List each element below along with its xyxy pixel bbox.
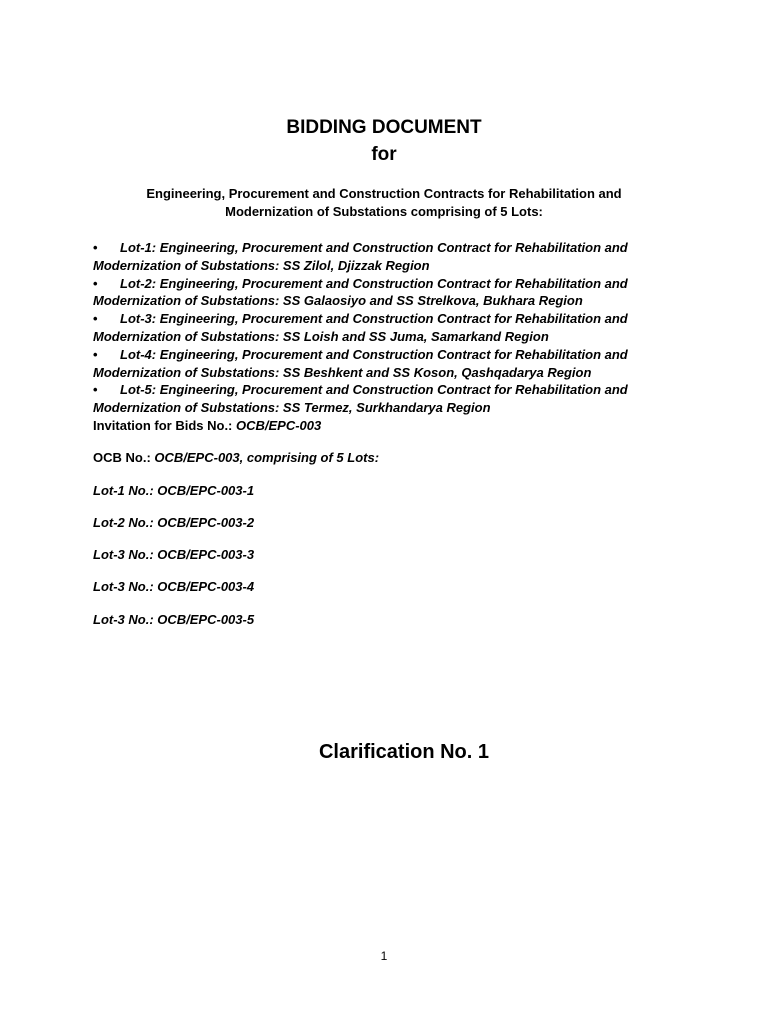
invitation-label: Invitation for Bids No.: <box>93 418 236 433</box>
invitation-value: OCB/EPC-003 <box>236 418 322 433</box>
lot-description-line2: Modernization of Substations: SS Termez, Surkhandarya Region <box>93 400 491 416</box>
ocb-line <box>93 449 379 467</box>
lot-number-label: Lot-3 No.: <box>93 612 158 627</box>
lot-description-line1: Lot-2: Engineering, Procurement and Construction Contract for Rehabilitation and <box>120 275 628 291</box>
lot-item <box>93 346 673 382</box>
lot-item <box>93 275 673 311</box>
page-number: 1 <box>380 949 388 963</box>
bullet-icon: • <box>93 382 98 398</box>
lot-number-label: Lot-2 No.: <box>93 515 158 530</box>
lot-description-line2: Modernization of Substations: SS Galaosiyo and SS Strelkova, Bukhara Region <box>93 293 583 309</box>
lot-number-line <box>93 514 254 532</box>
lot-number-value: OCB/EPC-003-2 <box>157 515 255 530</box>
lot-number-line <box>93 611 254 629</box>
lot-number-line <box>93 578 254 596</box>
clarification-heading: Clarification No. 1 <box>318 741 490 763</box>
lot-number-value: OCB/EPC-003-4 <box>157 579 255 594</box>
lot-description-line2: Modernization of Substations: SS Beshkent and SS Koson, Qashqadarya Region <box>93 364 592 380</box>
lot-description-line1: Lot-5: Engineering, Procurement and Construction Contract for Rehabilitation and <box>120 382 628 398</box>
document-subtitle: Engineering, Procurement and Construction Contracts for Rehabilitation and Modernization of Substations comprising of 5 Lots: <box>146 186 622 219</box>
lot-number-value: OCB/EPC-003-3 <box>157 547 255 562</box>
bullet-icon: • <box>93 275 98 291</box>
document-title-for: for <box>371 144 397 165</box>
lot-item <box>93 381 673 417</box>
invitation-line <box>93 417 321 435</box>
lot-description-line1: Lot-3: Engineering, Procurement and Construction Contract for Rehabilitation and <box>120 311 628 327</box>
lot-description-line1: Lot-1: Engineering, Procurement and Construction Contract for Rehabilitation and <box>120 240 628 255</box>
lot-description-line2: Modernization of Substations: SS Zilol, Djizzak Region <box>93 257 430 273</box>
lot-number-label: Lot-3 No.: <box>93 547 158 562</box>
document-title: BIDDING DOCUMENT <box>286 117 482 138</box>
lot-item <box>93 310 673 346</box>
lot-number-label: Lot-1 No.: <box>93 483 158 498</box>
bullet-icon: • <box>93 311 98 327</box>
lot-description-line2: Modernization of Substations: SS Loish and SS Juma, Samarkand Region <box>93 328 549 344</box>
lot-number-value: OCB/EPC-003-5 <box>157 612 255 627</box>
lot-number-line <box>93 546 254 564</box>
lot-number-label: Lot-3 No.: <box>93 579 158 594</box>
ocb-value: OCB/EPC-003, comprising of 5 Lots: <box>154 450 380 465</box>
lot-description-line1: Lot-4: Engineering, Procurement and Construction Contract for Rehabilitation and <box>120 346 628 362</box>
lot-number-line <box>93 482 254 500</box>
lot-number-value: OCB/EPC-003-1 <box>157 483 255 498</box>
bullet-icon: • <box>93 346 98 362</box>
ocb-label: OCB No.: <box>93 450 155 465</box>
lot-item <box>93 239 673 275</box>
lot-list <box>93 239 673 417</box>
bullet-icon: • <box>93 240 98 255</box>
